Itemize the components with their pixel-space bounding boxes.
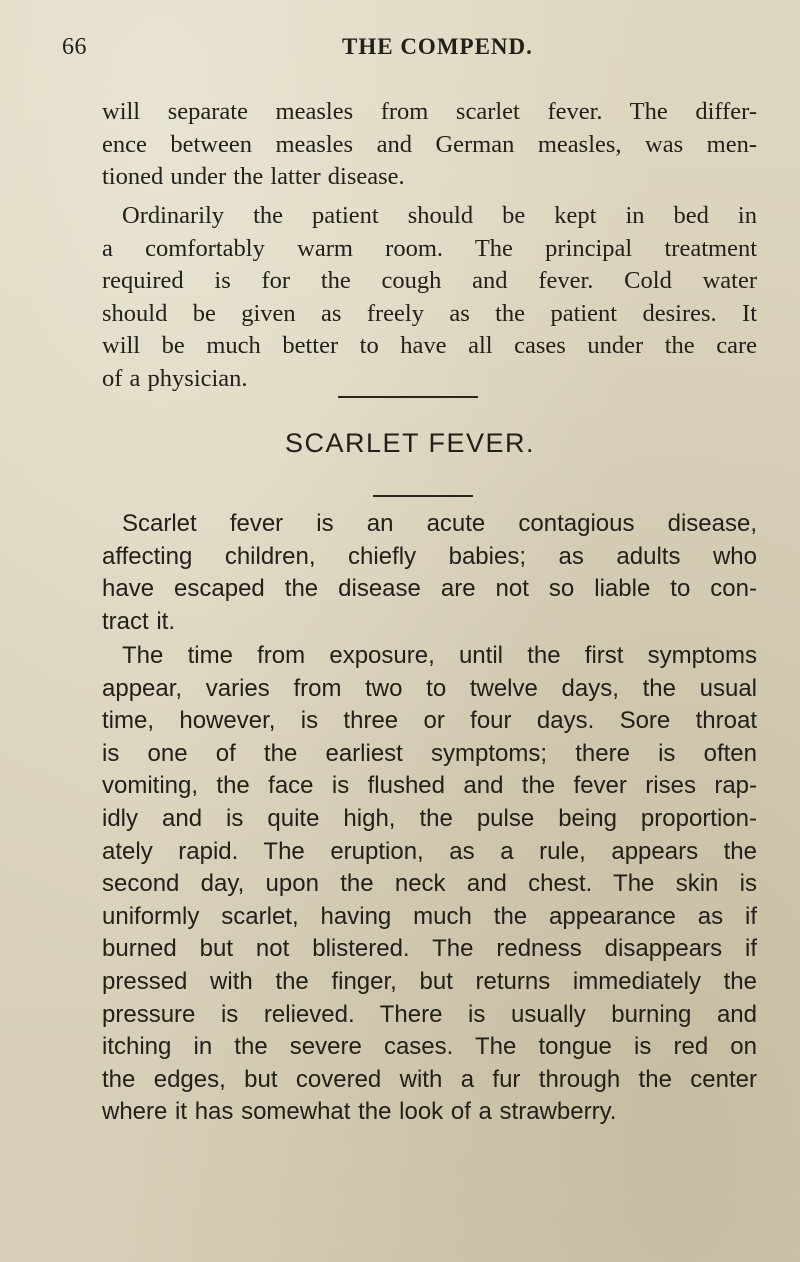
page-number: 66	[62, 34, 87, 60]
text-line: pressed with the finger, but returns immediately the	[102, 967, 757, 995]
paragraph-measles-continued	[102, 96, 757, 194]
paragraph-scarlet-fever-intro	[102, 508, 757, 638]
text-line: a comfortably warm room. The principal treatment	[102, 234, 757, 262]
text-line: is one of the earliest symptoms; there is often	[102, 739, 757, 767]
text-line: second day, upon the neck and chest. The skin is	[102, 870, 757, 898]
text-line: tract it.	[102, 607, 176, 635]
page-header	[62, 34, 702, 74]
section-heading-text: SCARLET FEVER.	[284, 428, 536, 458]
text-line: will separate measles from scarlet fever. The differ-	[102, 98, 757, 125]
text-line: idly and is quite high, the pulse being proportion-	[102, 804, 757, 832]
text-line: Ordinarily the patient should be kept in bed in	[122, 202, 757, 229]
text-line: pressure is relieved. There is usually burning and	[102, 1000, 757, 1028]
text-line: will be much better to have all cases under the care	[102, 332, 757, 360]
text-line: ately rapid. The eruption, as a rule, appears the	[102, 837, 757, 865]
section-heading	[0, 428, 800, 459]
text-line: appear, varies from two to twelve days, the usual	[102, 674, 757, 702]
text-line: Scarlet fever is an acute contagious disease,	[122, 510, 757, 537]
text-line: the edges, but covered with a fur through the center	[102, 1065, 757, 1093]
text-line: time, however, is three or four days. Sore throat	[102, 707, 757, 735]
text-line: itching in the severe cases. The tongue is red on	[102, 1033, 757, 1061]
running-title: THE COMPEND.	[342, 34, 533, 59]
text-line: vomiting, the face is flushed and the fever rises rap-	[102, 772, 757, 800]
text-line: have escaped the disease are not so liable to con-	[102, 575, 757, 603]
text-line: required is for the cough and fever. Cold water	[102, 267, 757, 295]
text-line: The time from exposure, until the first symptoms	[122, 642, 757, 669]
text-line: affecting children, chiefly babies; as adults who	[102, 542, 757, 570]
divider-rule-top	[338, 396, 478, 398]
text-line: tioned under the latter disease.	[102, 163, 405, 191]
paragraph-scarlet-fever-symptoms	[102, 640, 757, 1129]
text-line: ence between measles and German measles, was men-	[102, 130, 757, 158]
text-line: where it has somewhat the look of a strawberry.	[102, 1098, 617, 1126]
text-line: burned but not blistered. The redness disappears if	[102, 935, 757, 963]
text-line: should be given as freely as the patient desires. It	[102, 299, 757, 327]
text-line: of a physician.	[102, 364, 248, 392]
paragraph-measles-treatment	[102, 200, 757, 396]
divider-rule-bottom	[373, 495, 473, 497]
text-line: uniformly scarlet, having much the appearance as if	[102, 902, 757, 930]
